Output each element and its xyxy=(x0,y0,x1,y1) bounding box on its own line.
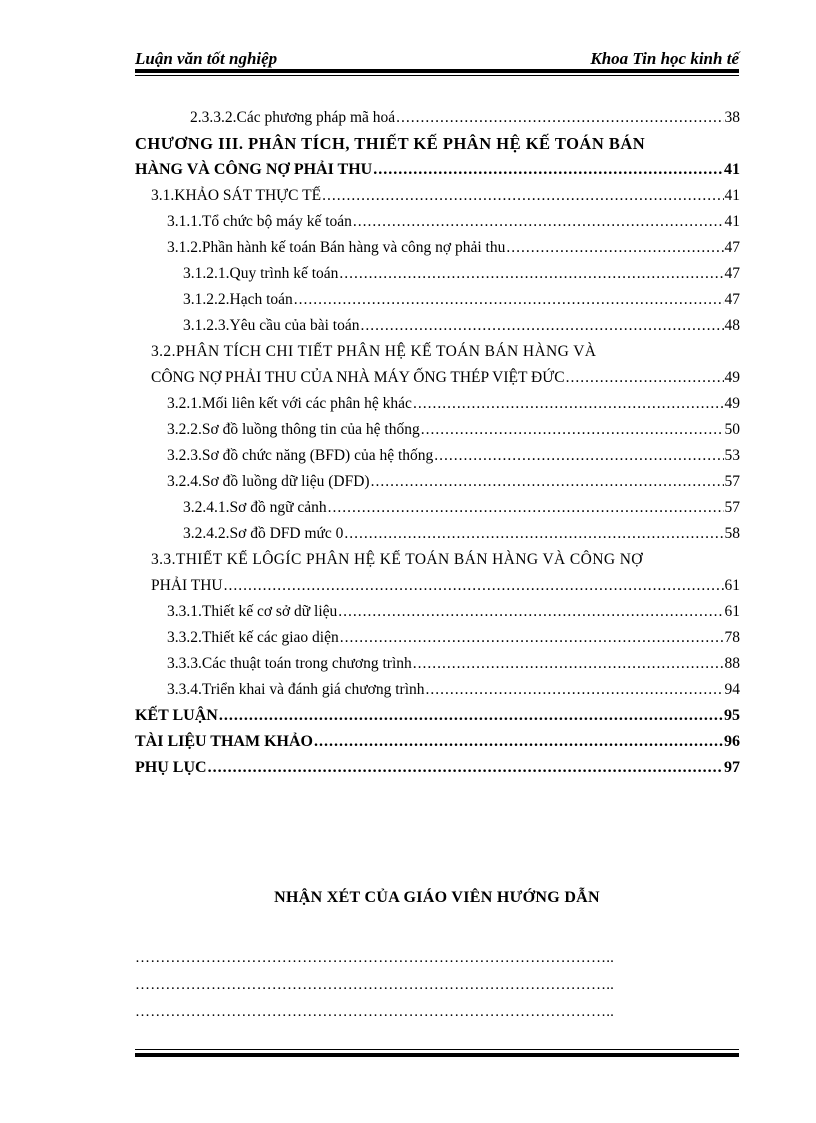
toc-dot-leader xyxy=(353,209,724,235)
table-of-contents xyxy=(135,105,740,781)
advisor-comment-title: NHẬN XÉT CỦA GIÁO VIÊN HƯỚNG DẪN xyxy=(274,889,600,906)
page-header xyxy=(135,49,739,71)
toc-page-number: 94 xyxy=(724,681,740,698)
toc-page-number: 78 xyxy=(724,629,740,646)
toc-entry[interactable] xyxy=(135,703,740,729)
toc-entry[interactable] xyxy=(135,391,740,417)
toc-entry-title: 2.3.3.2.Các phương pháp mã hoá xyxy=(190,109,396,126)
toc-page-number: 47 xyxy=(724,239,740,256)
toc-entry-title: 3.2.4.Sơ đồ luồng dữ liệu (DFD) xyxy=(167,473,370,490)
toc-page-number: 61 xyxy=(724,603,740,620)
toc-dot-leader xyxy=(340,625,724,651)
toc-entry[interactable] xyxy=(135,183,740,209)
toc-page-number: 57 xyxy=(724,499,740,516)
toc-entry-title: 3.2.3.Sơ đồ chức năng (BFD) của hệ thống xyxy=(167,447,434,464)
toc-entry[interactable] xyxy=(135,261,740,287)
toc-page-number: 96 xyxy=(724,733,740,750)
toc-entry[interactable] xyxy=(135,365,740,391)
header-rule-thick xyxy=(135,69,739,73)
toc-entry[interactable] xyxy=(135,651,740,677)
toc-dot-leader xyxy=(566,365,724,391)
toc-entry-title-line: 3.3.THIẾT KẾ LÔGÍC PHÂN HỆ KẾ TOÁN BÁN HÀNG VÀ CÔNG NỢ xyxy=(151,551,643,568)
toc-entry-title: 3.2.4.1.Sơ đồ ngữ cảnh xyxy=(183,499,327,516)
toc-entry-title: 3.1.2.2.Hạch toán xyxy=(183,291,293,308)
toc-dot-leader xyxy=(373,157,723,183)
toc-dot-leader xyxy=(371,469,724,495)
toc-entry-title: 3.3.3.Các thuật toán trong chương trình xyxy=(167,655,412,672)
toc-dot-leader xyxy=(426,677,724,703)
toc-entry[interactable] xyxy=(135,625,740,651)
toc-page-number: 97 xyxy=(724,759,740,776)
toc-entry[interactable] xyxy=(135,287,740,313)
toc-page-number: 88 xyxy=(724,655,740,672)
toc-entry[interactable] xyxy=(135,157,740,183)
header-rule-thin xyxy=(135,75,739,76)
toc-page-number: 41 xyxy=(724,187,740,204)
toc-entry-title: 3.1.KHẢO SÁT THỰC TẾ xyxy=(151,187,322,204)
toc-entry-title: 3.1.1.Tổ chức bộ máy kế toán xyxy=(167,213,352,230)
toc-page-number: 41 xyxy=(724,213,740,230)
toc-entry[interactable] xyxy=(135,495,740,521)
toc-entry-title: TÀI LIỆU THAM KHẢO xyxy=(135,733,313,750)
header-faculty-label: Khoa Tin học kinh tế xyxy=(590,49,739,68)
toc-entry-title: 3.2.4.2.Sơ đồ DFD mức 0 xyxy=(183,525,344,542)
toc-entry[interactable] xyxy=(135,521,740,547)
toc-entry[interactable] xyxy=(135,599,740,625)
toc-entry-title: PHẢI THU xyxy=(151,577,223,594)
toc-entry-title: CÔNG NỢ PHẢI THU CỦA NHÀ MÁY ỐNG THÉP VIỆT ĐỨC xyxy=(151,369,565,386)
toc-entry[interactable] xyxy=(135,105,740,131)
toc-entry[interactable] xyxy=(135,677,740,703)
toc-dot-leader xyxy=(208,755,723,781)
toc-entry-title: PHỤ LỤC xyxy=(135,759,207,776)
toc-dot-leader xyxy=(328,495,724,521)
comment-dotted-line: ………………………………………………………………………………….. xyxy=(135,950,615,966)
toc-dot-leader xyxy=(219,703,723,729)
toc-page-number: 47 xyxy=(724,265,740,282)
toc-page-number: 41 xyxy=(724,161,740,178)
toc-dot-leader xyxy=(434,443,723,469)
toc-entry-title: 3.1.2.3.Yêu cầu của bài toán xyxy=(183,317,360,334)
toc-entry-title: 3.3.4.Triển khai và đánh giá chương trình xyxy=(167,681,425,698)
toc-dot-leader xyxy=(338,599,723,625)
toc-page-number: 50 xyxy=(724,421,740,438)
toc-entry-title: 3.2.1.Mối liên kết với các phân hệ khác xyxy=(167,395,412,412)
comment-dotted-line: ………………………………………………………………………………….. xyxy=(135,977,615,993)
toc-entry[interactable] xyxy=(135,235,740,261)
toc-page-number: 95 xyxy=(724,707,740,724)
toc-entry-title: 3.1.2.Phần hành kế toán Bán hàng và công nợ phải thu xyxy=(167,239,506,256)
toc-entry-title: KẾT LUẬN xyxy=(135,707,218,724)
toc-entry-title: 3.1.2.1.Quy trình kế toán xyxy=(183,265,339,282)
toc-dot-leader xyxy=(294,287,724,313)
header-thesis-label: Luận văn tốt nghiệp xyxy=(135,49,278,68)
toc-entry-title-line: 3.2.PHÂN TÍCH CHI TIẾT PHÂN HỆ KẾ TOÁN BÁN HÀNG VÀ xyxy=(151,343,597,360)
toc-entry[interactable] xyxy=(135,729,740,755)
toc-entry-title: 3.2.2.Sơ đồ luồng thông tin của hệ thống xyxy=(167,421,420,438)
comment-dotted-line: ………………………………………………………………………………….. xyxy=(135,1004,615,1020)
toc-entry-title: 3.3.2.Thiết kế các giao diện xyxy=(167,629,339,646)
toc-entry[interactable] xyxy=(135,443,740,469)
footer-rule-thick xyxy=(135,1053,739,1057)
toc-dot-leader xyxy=(506,235,723,261)
toc-dot-leader xyxy=(360,313,723,339)
toc-page-number: 47 xyxy=(724,291,740,308)
toc-page-number: 49 xyxy=(724,395,740,412)
toc-dot-leader xyxy=(339,261,723,287)
toc-page-number: 38 xyxy=(724,109,740,126)
toc-dot-leader xyxy=(314,729,723,755)
toc-dot-leader xyxy=(224,573,724,599)
toc-dot-leader xyxy=(396,105,723,131)
toc-entry[interactable] xyxy=(135,313,740,339)
toc-dot-leader xyxy=(421,417,724,443)
toc-page-number: 61 xyxy=(724,577,740,594)
toc-page-number: 53 xyxy=(724,447,740,464)
toc-dot-leader xyxy=(413,391,724,417)
toc-page-number: 57 xyxy=(724,473,740,490)
toc-entry-title-line: CHƯƠNG III. PHÂN TÍCH, THIẾT KẾ PHÂN HỆ KẾ TOÁN BÁN xyxy=(135,134,646,153)
toc-dot-leader xyxy=(344,521,723,547)
toc-entry[interactable] xyxy=(135,417,740,443)
toc-entry[interactable] xyxy=(135,469,740,495)
toc-page-number: 48 xyxy=(724,317,740,334)
toc-page-number: 49 xyxy=(724,369,740,386)
toc-page-number: 58 xyxy=(724,525,740,542)
toc-entry-title: 3.3.1.Thiết kế cơ sở dữ liệu xyxy=(167,603,338,620)
toc-dot-leader xyxy=(413,651,724,677)
toc-dot-leader xyxy=(322,183,723,209)
footer-rule-thin xyxy=(135,1049,739,1050)
toc-entry[interactable] xyxy=(135,573,740,599)
toc-entry-title: HÀNG VÀ CÔNG NỢ PHẢI THU xyxy=(135,161,373,178)
toc-entry[interactable] xyxy=(135,209,740,235)
toc-entry[interactable] xyxy=(135,755,740,781)
